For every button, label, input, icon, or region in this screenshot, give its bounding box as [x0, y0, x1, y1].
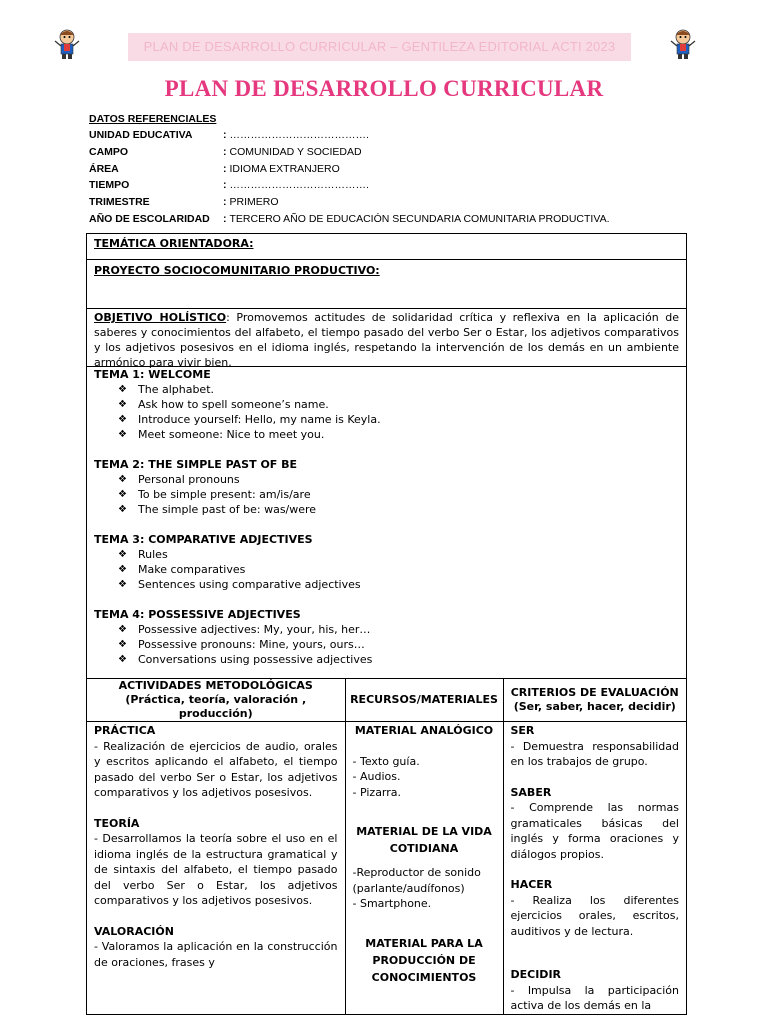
- material-produccion-title: MATERIAL PARA LA PRODUCCIÓN DE CONOCIMIENTOS: [365, 936, 483, 984]
- ref-label: CAMPO: [89, 145, 129, 158]
- tema-title: TEMA 4: POSSESSIVE ADJECTIVES: [94, 608, 301, 621]
- ref-value: IDIOMA EXTRANJERO: [229, 162, 340, 175]
- plan-table: [86, 233, 687, 1015]
- ref-label: TRIMESTRE: [89, 196, 150, 209]
- decidir-title: DECIDIR: [510, 968, 562, 981]
- mascot-logo-icon: [52, 28, 82, 60]
- tema-item: ❖ Make comparatives: [118, 562, 679, 577]
- tema-title: TEMA 2: THE SIMPLE PAST OF BE: [94, 458, 298, 471]
- ref-row: TRIMESTRE : PRIMERO: [89, 194, 709, 211]
- decidir-text: - Impulsa la participación activa de los demás en la: [510, 983, 679, 1012]
- ref-value: PRIMERO: [229, 196, 279, 209]
- ref-row: AÑO DE ESCOLARIDAD : TERCERO AÑO DE EDUCACIÓN SECUNDARIA COMUNITARIA PRODUCTIVA.: [89, 211, 709, 228]
- material-analogico-title: MATERIAL ANALÓGICO: [354, 724, 494, 737]
- tema-item: ❖ Personal pronouns: [118, 472, 679, 487]
- practica-text: - Realización de ejercicios de audio, orales y escritos aplicando el alfabeto, el tiempo pasado del verbo Ser o Estar, los adjetivos comparativos y los adjetivos posesivos.: [94, 739, 338, 799]
- recurso-item: -Reproductor de sonido (parlante/audífonos): [352, 866, 481, 895]
- activities-table: [87, 679, 686, 1014]
- recurso-item: - Smartphone.: [352, 897, 432, 910]
- ref-label: TIEMPO: [89, 179, 130, 192]
- header-criterios: CRITERIOS DE EVALUACIÓN (Ser, saber, hacer, decidir): [503, 679, 686, 722]
- tema-item: ❖ Introduce yourself: Hello, my name is Keyla.: [118, 412, 679, 427]
- objetivo-label: OBJETIVO HOLÍSTICO: [94, 311, 227, 324]
- teoria-title: TEORÍA: [94, 816, 140, 830]
- ref-value: ………………………………….: [229, 179, 369, 192]
- recurso-item: - Pizarra.: [352, 785, 402, 799]
- tema-item: ❖ The alphabet.: [118, 382, 679, 397]
- hacer-text: - Realiza los diferentes ejercicios orales, escritos, auditivos y de lectura.: [510, 893, 679, 938]
- header-recursos: RECURSOS/MATERIALES: [345, 679, 503, 722]
- recurso-item: - Texto guía.: [352, 754, 420, 768]
- header-actividades: ACTIVIDADES METODOLÓGICAS (Práctica, teoría, valoración , producción): [87, 679, 345, 722]
- hacer-title: HACER: [510, 878, 553, 891]
- ref-row: TIEMPO : ………………………………….: [89, 177, 709, 194]
- material-vida-title: MATERIAL DE LA VIDA COTIDIANA: [356, 825, 492, 855]
- tema-item: ❖ Ask how to spell someone’s name.: [118, 397, 679, 412]
- ref-label: ÁREA: [89, 162, 119, 175]
- criterios-cell: [503, 722, 686, 1014]
- ref-row: CAMPO : COMUNIDAD Y SOCIEDAD: [89, 144, 709, 161]
- tematica-orientadora: TEMÁTICA ORIENTADORA:: [87, 234, 686, 260]
- tema-item: ❖ Meet someone: Nice to meet you.: [118, 427, 679, 442]
- datos-referenciales: [89, 111, 709, 228]
- ser-title: SER: [510, 724, 535, 737]
- valoracion-text: - Valoramos la aplicación en la construcción de oraciones, frases y: [94, 940, 338, 969]
- proyecto-sociocomunitario: PROYECTO SOCIOCOMUNITARIO PRODUCTIVO:: [87, 260, 686, 309]
- objetivo-text: : Promovemos actitudes de solidaridad crítica y reflexiva en la aplicación de saberes y conocimientos del alfabeto, el tiempo pasado del verbo Ser o Estar, los adjetivos comparativos y los adjetivos posesivos en el idioma inglés, respetando la intervención de los demás en un ambiente armónico para vivir bien.: [94, 311, 679, 369]
- teoria-text: - Desarrollamos la teoría sobre el uso en el idioma inglés de la estructura gramatical y de sintaxis del alfabeto, el tiempo pasado del verbo Ser o Estar, los adjetivos comparativos y los adjetivos posesivos.: [94, 832, 338, 907]
- practica-title: PRÁCTICA: [94, 724, 156, 737]
- tema-title: TEMA 3: COMPARATIVE ADJECTIVES: [94, 533, 313, 546]
- ref-row: ÁREA : IDIOMA EXTRANJERO: [89, 161, 709, 178]
- ref-value: COMUNIDAD Y SOCIEDAD: [229, 145, 362, 158]
- tema-title: TEMA 1: WELCOME: [94, 368, 211, 381]
- tema-item: ❖ To be simple present: am/is/are: [118, 487, 679, 502]
- mascot-logo-icon: [668, 28, 698, 60]
- ser-text: - Demuestra responsabilidad en los trabajos de grupo.: [510, 739, 679, 768]
- tema-item: ❖ The simple past of be: was/were: [118, 502, 679, 517]
- ref-label: UNIDAD EDUCATIVA: [89, 129, 193, 141]
- tema-item: ❖ Rules: [118, 547, 679, 562]
- tema-item: ❖ Conversations using possessive adjectives: [118, 652, 679, 667]
- header-banner: PLAN DE DESARROLLO CURRICULAR – GENTILEZA EDITORIAL ACTI 2023: [128, 33, 631, 61]
- actividades-cell: [87, 722, 345, 1014]
- refs-heading: DATOS REFERENCIALES: [89, 113, 217, 125]
- tema-item: ❖ Possessive pronouns: Mine, yours, ours…: [118, 637, 679, 652]
- ref-row: UNIDAD EDUCATIVA : ………………………………….: [89, 127, 709, 144]
- recurso-item: - Audios.: [352, 770, 401, 783]
- page-title: PLAN DE DESARROLLO CURRICULAR: [164, 76, 604, 101]
- saber-title: SABER: [510, 785, 552, 799]
- ref-value: ………………………………….: [229, 129, 369, 141]
- temas-section: [87, 367, 686, 679]
- tema-item: ❖ Possessive adjectives: My, your, his, her…: [118, 622, 679, 637]
- ref-value: TERCERO AÑO DE EDUCACIÓN SECUNDARIA COMUNITARIA PRODUCTIVA.: [229, 212, 610, 225]
- objetivo-holistico: [87, 309, 686, 367]
- recursos-cell: [345, 722, 503, 1014]
- saber-text: - Comprende las normas gramaticales básicas del inglés y forma oraciones y diálogos propios.: [510, 801, 679, 861]
- tema-item: ❖ Sentences using comparative adjectives: [118, 577, 679, 592]
- valoracion-title: VALORACIÓN: [94, 924, 174, 938]
- ref-label: AÑO DE ESCOLARIDAD: [89, 212, 210, 225]
